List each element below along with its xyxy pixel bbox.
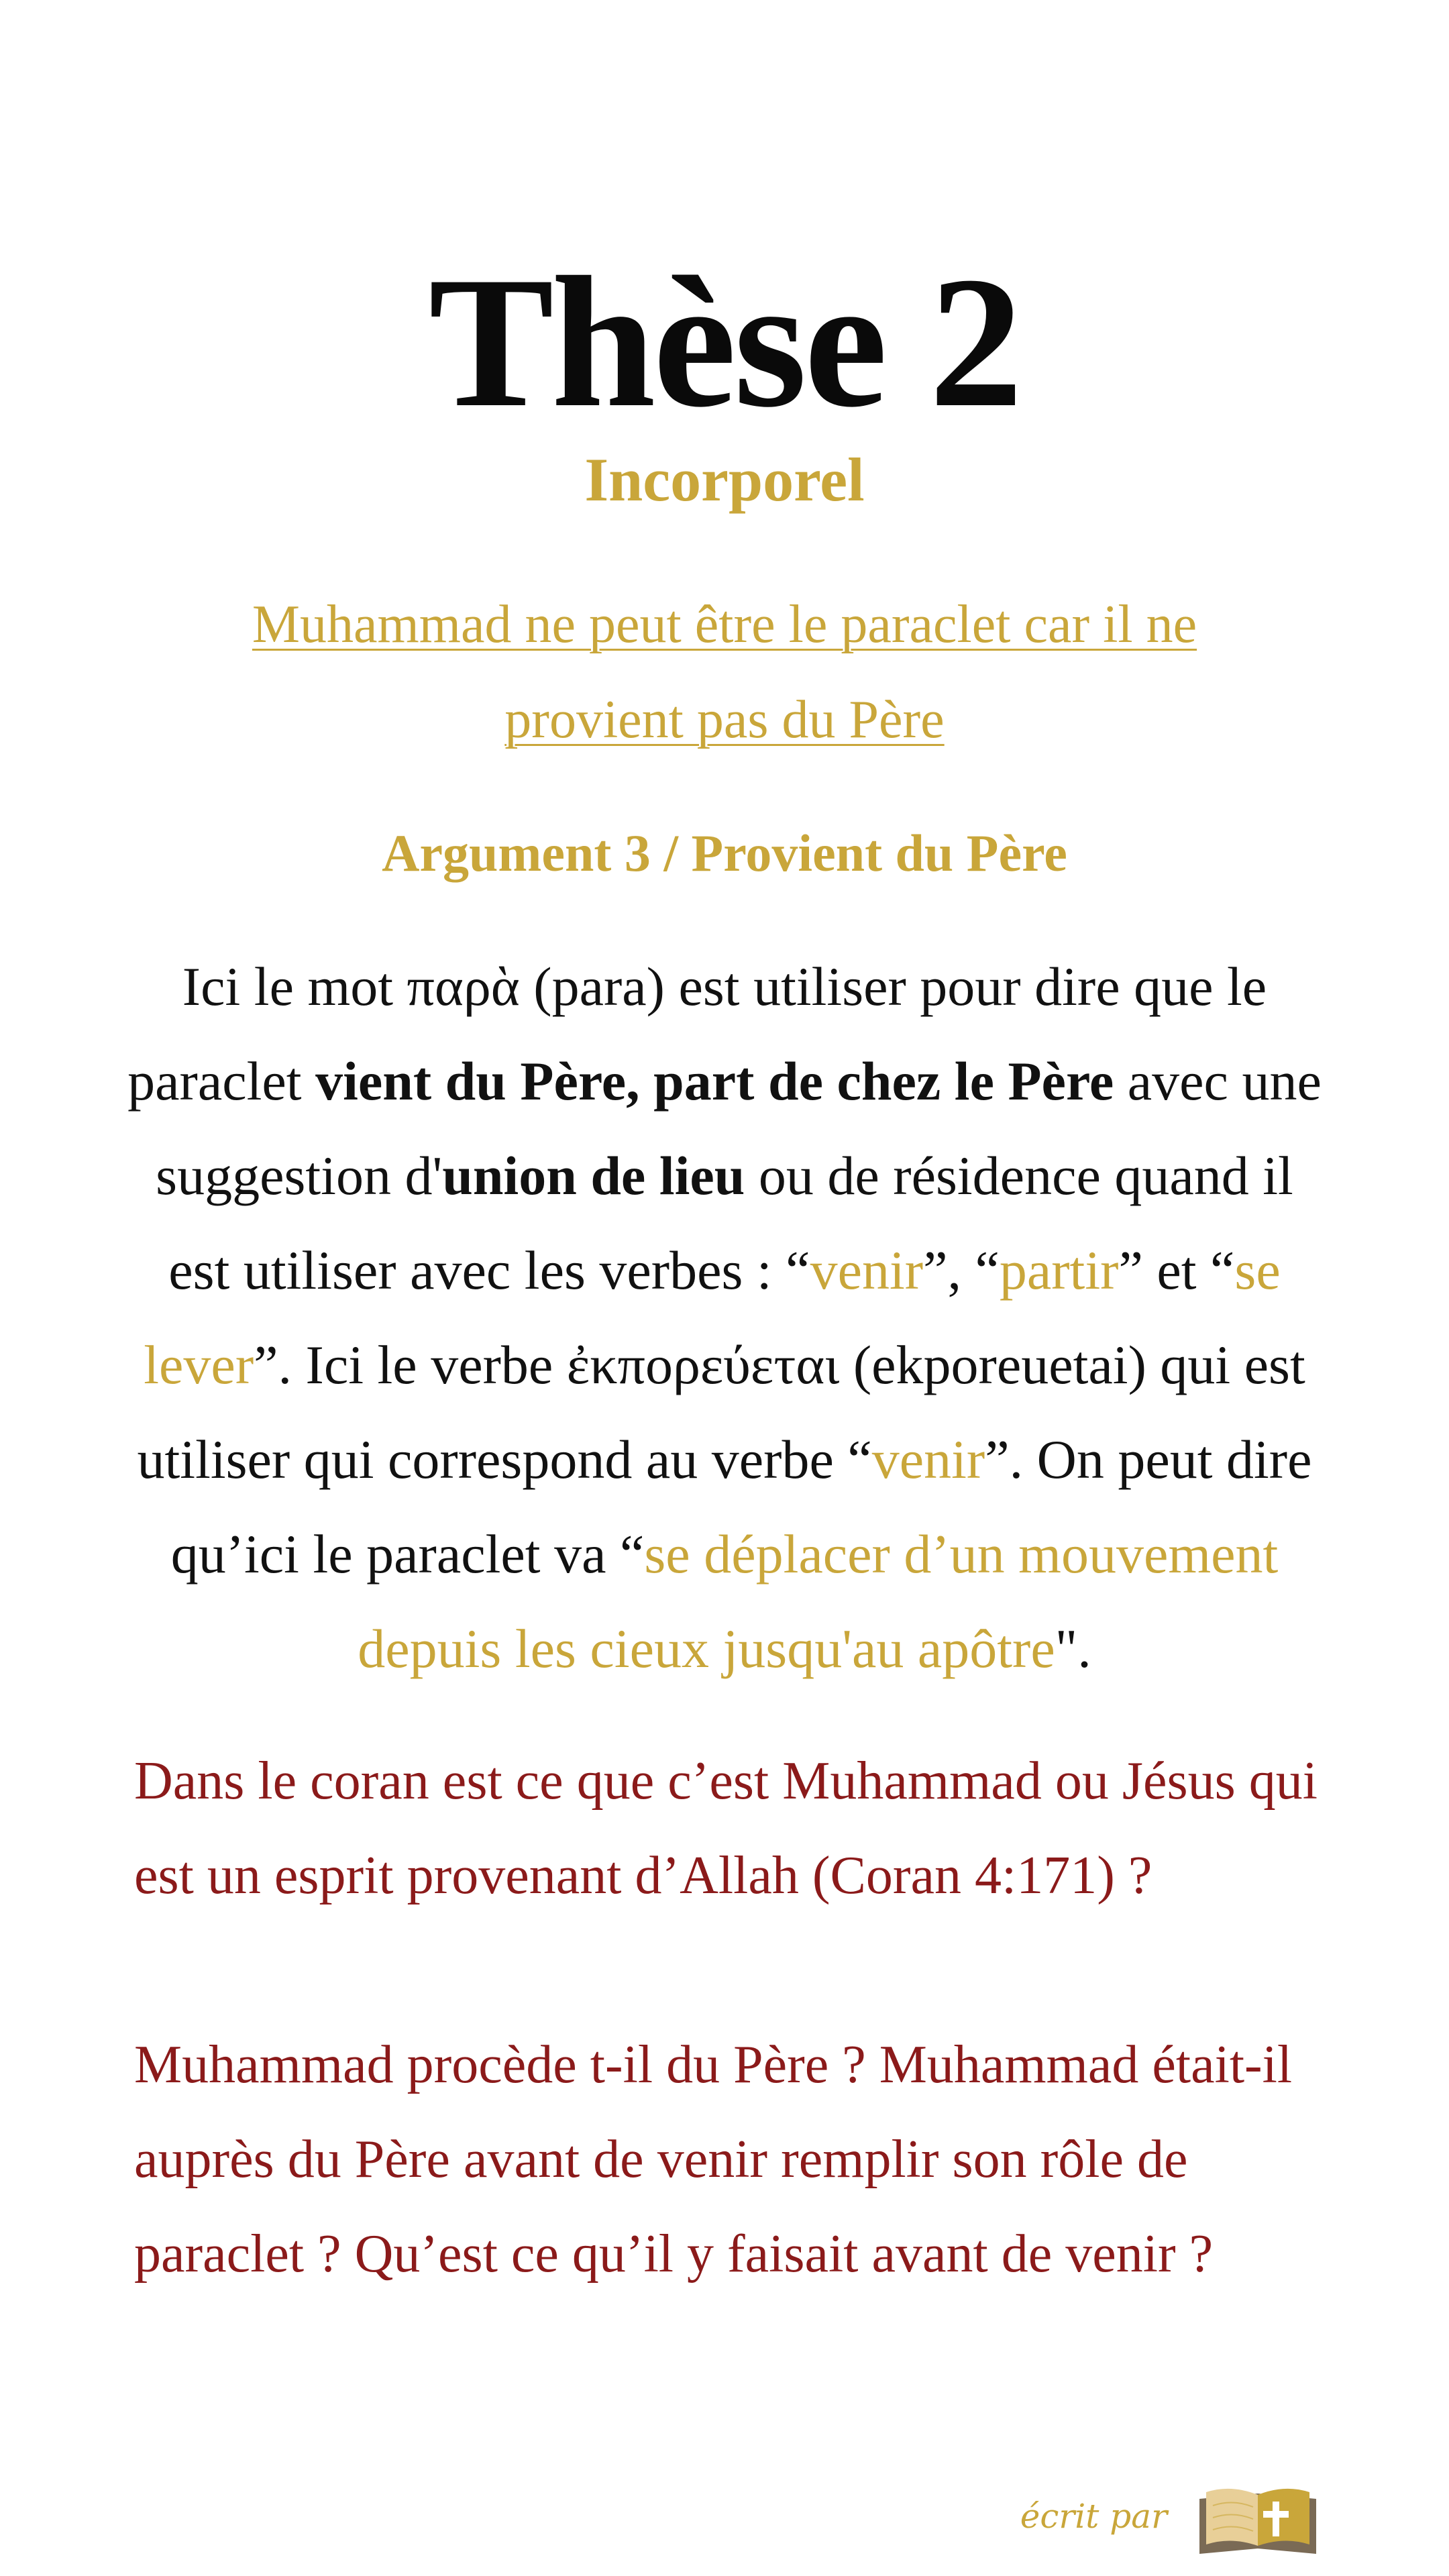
body-bold-2: union de lieu bbox=[442, 1145, 745, 1206]
thesis-line-1: Muhammad ne peut être le paraclet car il ne bbox=[252, 595, 1197, 654]
argument-heading: Argument 3 / Provient du Père bbox=[382, 824, 1067, 882]
body-text-3: ou de résidence quand il est utiliser avec les verbes : “ bbox=[168, 1145, 1293, 1301]
thesis-line-2: provient pas du Père bbox=[504, 690, 945, 749]
page-subtitle: Incorporel bbox=[584, 445, 865, 514]
question-spacer bbox=[134, 1923, 1328, 2018]
thesis-statement-link[interactable] bbox=[201, 577, 1248, 767]
body-bold-1: vient du Père, part de chez le Père bbox=[315, 1051, 1114, 1112]
argument-paragraph bbox=[127, 939, 1322, 1696]
highlight-venir: venir bbox=[810, 1240, 924, 1301]
body-text-7: ”. On peut dire qu’ici le paraclet va “ bbox=[170, 1429, 1312, 1585]
page-title: Thèse 2 bbox=[429, 237, 1020, 446]
highlight-venir-2: venir bbox=[871, 1429, 985, 1490]
highlight-deplacer: se déplacer d’un mouvement depuis les cieux jusqu'au apôtre bbox=[358, 1523, 1279, 1679]
signature-text: écrit par bbox=[1020, 2497, 1167, 2536]
open-book-cross-icon bbox=[1194, 2479, 1322, 2559]
body-text-8: ". bbox=[1055, 1618, 1091, 1679]
questions-block bbox=[134, 1734, 1328, 2302]
highlight-se-lever: se lever bbox=[144, 1240, 1281, 1395]
body-text-4: ”, “ bbox=[923, 1240, 1000, 1301]
body-text-2: avec une suggestion d' bbox=[156, 1051, 1322, 1206]
body-text-6: ”. Ici le verbe ἐκπορεύεται (ekporeuetai) qui est utiliser qui correspond au verbe “ bbox=[137, 1334, 1305, 1490]
body-text-5: ” et “ bbox=[1118, 1240, 1235, 1301]
question-1: Dans le coran est ce que c’est Muhammad ou Jésus qui est un esprit provenant d’Allah (Coran 4:171) ? bbox=[134, 1752, 1318, 1905]
question-2: Muhammad procède t-il du Père ? Muhammad était-il auprès du Père avant de venir remplir son rôle de paraclet ? Qu’est ce qu’il y faisait avant de venir ? bbox=[134, 2035, 1293, 2284]
body-text-1: Ici le mot παρὰ (para) est utiliser pour dire que le paraclet bbox=[127, 956, 1267, 1112]
highlight-partir: partir bbox=[999, 1240, 1119, 1301]
